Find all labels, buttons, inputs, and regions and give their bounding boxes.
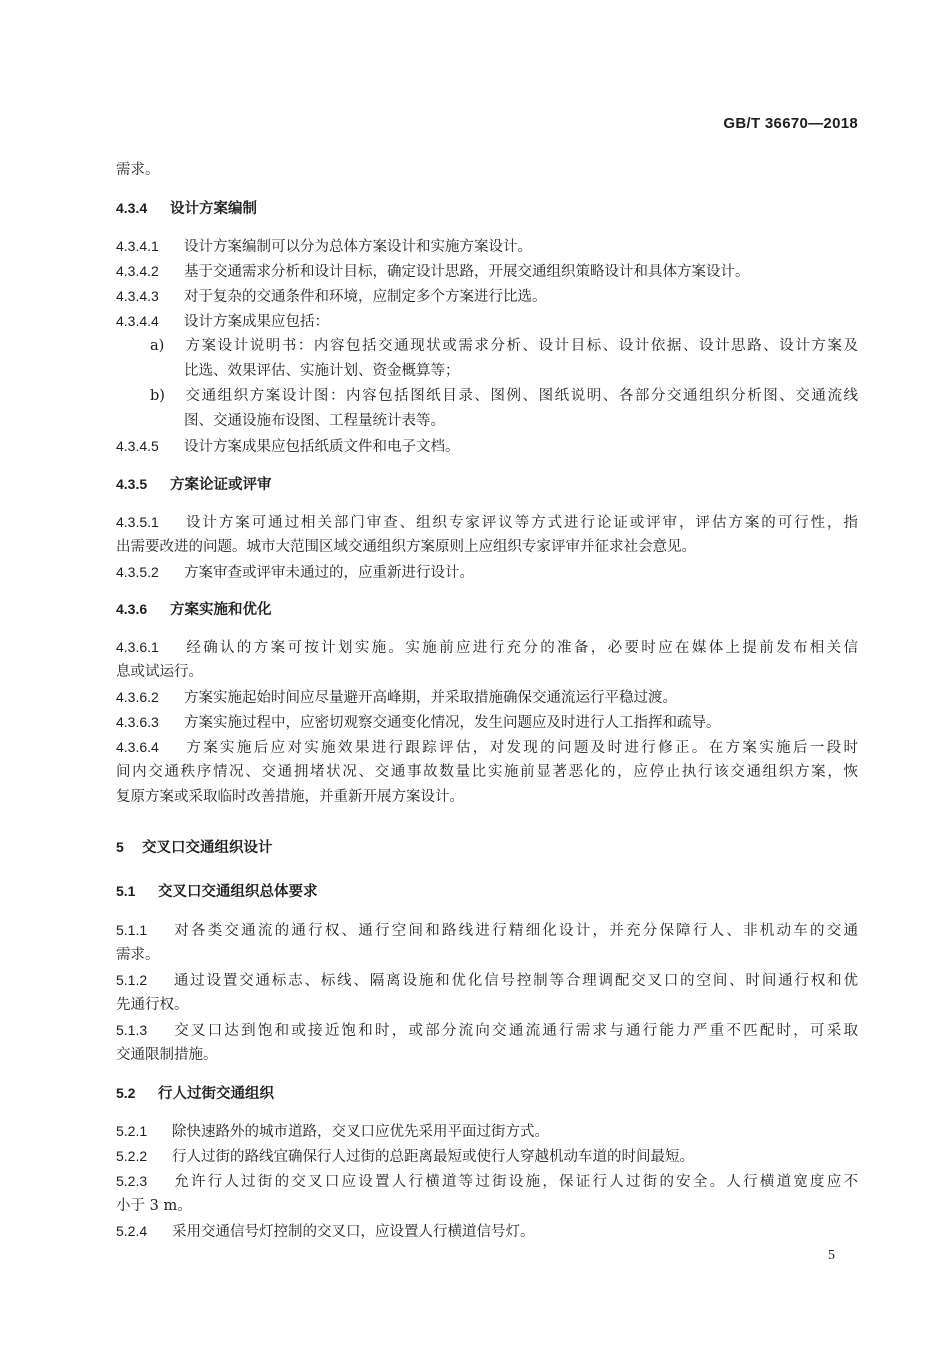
clause-5-2-1 (116, 1121, 858, 1142)
clause-number: 4.3.4.2 (116, 263, 159, 279)
list-item-text: 交通组织方案设计图：内容包括图纸目录、图例、图纸说明、各部分交通组织分析图、交通流线 (184, 388, 858, 404)
chapter-number: 5 (116, 839, 124, 855)
clause-4-3-6-3 (116, 712, 858, 733)
clause-5-2-2 (116, 1146, 858, 1167)
clause-number: 5.2.2 (116, 1148, 148, 1164)
document-code-header: GB/T 36670—2018 (723, 115, 858, 132)
clause-text: 允许行人过街的交叉口应设置人行横道等过街设施，保证行人过街的安全。人行横道宽度应不 (172, 1174, 858, 1190)
section-title: 交叉口交通组织总体要求 (158, 884, 318, 900)
list-item-a-continued: 比选、效果评估、实施计划、资金概算等； (184, 363, 460, 379)
clause-number: 5.2.4 (116, 1223, 148, 1239)
section-number: 4.3.4 (116, 200, 148, 216)
clause-text: 通过设置交通标志、标线、隔离设施和优化信号控制等合理调配交叉口的空间、时间通行权和优 (172, 973, 858, 989)
section-number: 4.3.6 (116, 601, 148, 617)
clause-number: 4.3.5.2 (116, 564, 159, 580)
clause-text: 设计方案成果应包括纸质文件和电子文档。 (184, 439, 460, 455)
clause-4-3-6-2 (116, 687, 858, 708)
clause-4-3-4-1 (116, 236, 858, 257)
clause-number: 5.1.3 (116, 1022, 148, 1038)
chapter-heading-5 (116, 837, 858, 858)
clause-number: 4.3.6.3 (116, 714, 159, 730)
list-item-text: 方案设计说明书：内容包括交通现状或需求分析、设计目标、设计依据、设计思路、设计方案及 (184, 338, 858, 354)
clause-text: 对各类交通流的通行权、通行空间和路线进行精细化设计，并充分保障行人、非机动车的交通 (172, 923, 858, 939)
clause-number: 5.2.3 (116, 1173, 148, 1189)
clause-5-1-2 (116, 970, 858, 991)
section-number: 4.3.5 (116, 476, 148, 492)
clause-4-3-5-1 (116, 512, 858, 533)
clause-text: 对于复杂的交通条件和环境，应制定多个方案进行比选。 (184, 289, 547, 305)
clause-4-3-4-2 (116, 261, 858, 282)
clause-4-3-6-1-continued: 息或试运行。 (116, 664, 203, 680)
clause-number: 4.3.5.1 (116, 514, 159, 530)
clause-4-3-6-4-continued: 间内交通秩序情况、交通拥堵状况、交通事故数量比实施前显著恶化的，应停止执行该交通组织方案，恢 (116, 764, 858, 780)
clause-number: 5.1.1 (116, 922, 148, 938)
clause-text: 交叉口达到饱和或接近饱和时，或部分流向交通流通行需求与通行能力严重不匹配时，可采取 (172, 1023, 858, 1039)
clause-5-1-2-continued: 先通行权。 (116, 997, 189, 1013)
clause-4-3-4-5 (116, 436, 858, 457)
clause-text: 采用交通信号灯控制的交叉口，应设置人行横道信号灯。 (172, 1224, 535, 1240)
clause-number: 4.3.6.1 (116, 639, 159, 655)
list-item-b-continued: 图、交通设施布设图、工程量统计表等。 (184, 413, 445, 429)
section-number: 5.2 (116, 1085, 136, 1101)
clause-4-3-4-4 (116, 311, 858, 332)
clause-number: 4.3.4.3 (116, 288, 159, 304)
section-heading-5-2 (116, 1083, 858, 1104)
section-title: 设计方案编制 (170, 201, 257, 217)
clause-5-2-3 (116, 1171, 858, 1192)
clause-text: 方案审查或评审未通过的，应重新进行设计。 (184, 565, 474, 581)
clause-number: 4.3.4.5 (116, 438, 159, 454)
clause-text: 方案实施过程中，应密切观察交通变化情况，发生问题应及时进行人工指挥和疏导。 (184, 715, 721, 731)
clause-number: 4.3.4.4 (116, 313, 159, 329)
clause-5-2-3-continued: 小于 3 m。 (116, 1198, 192, 1214)
clause-text: 基于交通需求分析和设计目标，确定设计思路，开展交通组织策略设计和具体方案设计。 (184, 264, 750, 280)
list-marker: b) (150, 388, 165, 404)
clause-number: 5.1.2 (116, 972, 148, 988)
clause-5-2-4 (116, 1221, 858, 1242)
clause-5-1-3 (116, 1020, 858, 1041)
clause-4-3-5-1-continued: 出需要改进的问题。城市大范围区域交通组织方案原则上应组织专家评审并征求社会意见。 (116, 539, 696, 555)
section-heading-4-3-4 (116, 198, 858, 219)
clause-5-1-3-continued: 交通限制措施。 (116, 1047, 218, 1063)
clause-text: 设计方案可通过相关部门审查、组织专家评议等方式进行论证或评审，评估方案的可行性，指 (184, 515, 858, 531)
clause-text: 设计方案成果应包括： (184, 314, 329, 330)
clause-text: 除快速路外的城市道路，交叉口应优先采用平面过街方式。 (172, 1124, 549, 1140)
clause-5-1-1 (116, 920, 858, 941)
clause-number: 4.3.4.1 (116, 238, 159, 254)
clause-number: 5.2.1 (116, 1123, 148, 1139)
section-number: 5.1 (116, 883, 136, 899)
clause-text: 行人过街的路线宜确保行人过街的总距离最短或使行人穿越机动车道的时间最短。 (172, 1149, 694, 1165)
clause-text: 经确认的方案可按计划实施。实施前应进行充分的准备，必要时应在媒体上提前发布相关信 (184, 640, 858, 656)
clause-4-3-6-4 (116, 737, 858, 758)
clause-text: 方案实施后应对实施效果进行跟踪评估，对发现的问题及时进行修正。在方案实施后一段时 (184, 740, 858, 756)
section-title: 方案实施和优化 (170, 602, 272, 618)
text-line: 需求。 (116, 162, 160, 178)
chapter-title: 交叉口交通组织设计 (142, 840, 273, 856)
clause-number: 4.3.6.2 (116, 689, 159, 705)
section-title: 方案论证或评审 (170, 477, 272, 493)
list-marker: a) (150, 338, 165, 354)
section-heading-5-1 (116, 881, 858, 902)
clause-number: 4.3.6.4 (116, 739, 159, 755)
list-item-b (150, 386, 858, 406)
section-heading-4-3-5 (116, 474, 858, 495)
clause-4-3-4-3 (116, 286, 858, 307)
clause-5-1-1-continued: 需求。 (116, 947, 160, 963)
clause-4-3-6-1 (116, 637, 858, 658)
clause-4-3-6-4-continued-2: 复原方案或采取临时改善措施，并重新开展方案设计。 (116, 789, 464, 805)
page-number: 5 (828, 1248, 835, 1263)
clause-4-3-5-2 (116, 562, 858, 583)
list-item-a (150, 336, 858, 356)
clause-text: 方案实施起始时间应尽量避开高峰期，并采取措施确保交通流运行平稳过渡。 (184, 690, 677, 706)
section-title: 行人过街交通组织 (158, 1086, 274, 1102)
section-heading-4-3-6 (116, 599, 858, 620)
clause-text: 设计方案编制可以分为总体方案设计和实施方案设计。 (184, 239, 532, 255)
